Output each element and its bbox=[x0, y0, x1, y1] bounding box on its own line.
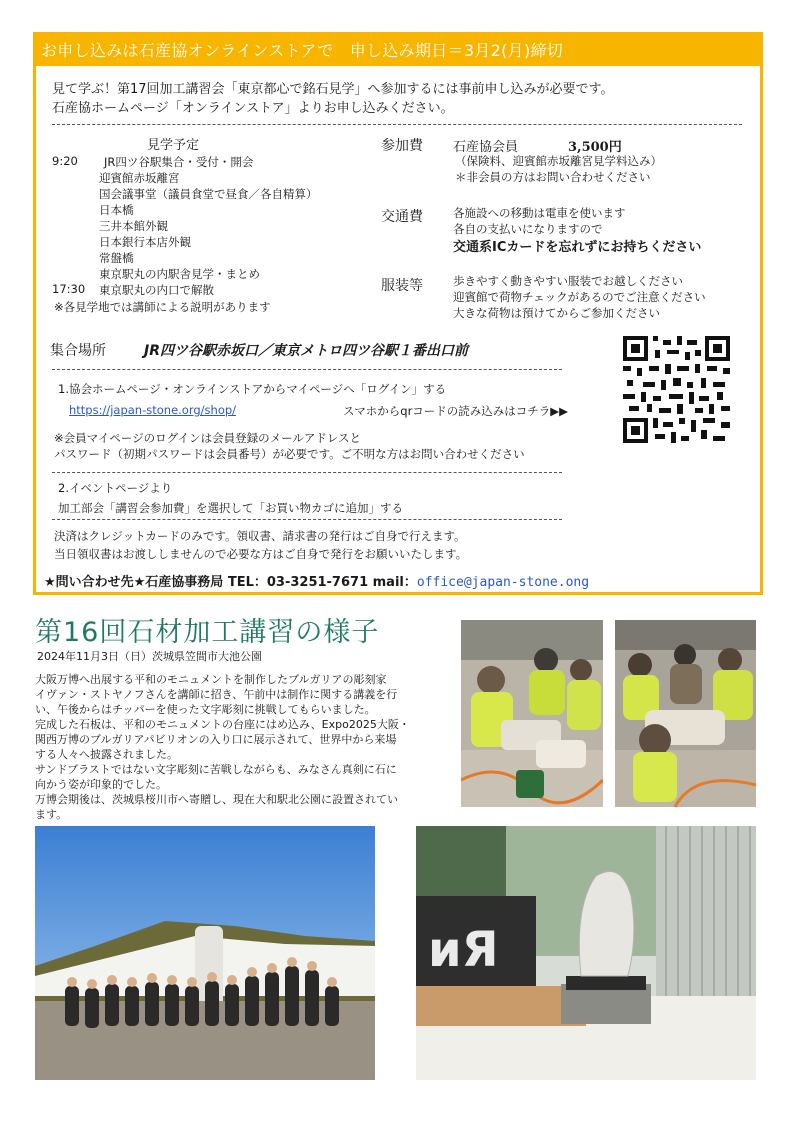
banner-text: お申し込みは石産協オンラインストアで 申し込み期日＝3月2(月)締切 bbox=[41, 41, 564, 60]
contact-label: ★問い合わせ先★石産協事務局 TEL：03-3251-7671 mail： bbox=[44, 575, 417, 590]
schedule-item: JR四ツ谷駅集合・受付・開会 bbox=[104, 155, 254, 169]
payment-line: 当日領収書はお渡ししませんので必要な方はご自身で発行をお願いいたします。 bbox=[54, 547, 468, 561]
report-line: 万博会期後は、茨城県桜川市へ寄贈し、現在大和駅北公園に設置されてい bbox=[35, 793, 398, 806]
report-line: 関西万博のブルガリアパビリオンの入り口に展示されて、世界中から来場 bbox=[35, 733, 397, 746]
qr-code-icon[interactable] bbox=[623, 336, 730, 443]
schedule-item: 国会議事堂（議員食堂で昼食／各自精算） bbox=[99, 187, 318, 201]
monument-photo bbox=[416, 826, 756, 1080]
step1-text: 1.協会ホームページ・オンラインストアからマイページへ「ログイン」する bbox=[58, 382, 447, 396]
divider bbox=[52, 369, 562, 370]
dress-label: 服装等 bbox=[381, 278, 423, 294]
login-note: ※会員マイページのログインは会員登録のメールアドレスと bbox=[54, 431, 362, 445]
step2-detail: 加工部会「講習会参加費」を選択して「お買い物カゴに追加」する bbox=[58, 501, 403, 515]
divider bbox=[52, 519, 562, 520]
deadline-banner bbox=[33, 32, 763, 66]
transport-line: 各自の支払いになりますので bbox=[453, 222, 603, 236]
transport-label: 交通費 bbox=[381, 209, 423, 225]
fee-member-label: 石産協会員 bbox=[453, 140, 519, 155]
intro-line-1: 見て学ぶ！第17回加工講習会「東京都心で銘石見学」へ参加するには事前申し込みが必要です。 bbox=[52, 82, 614, 97]
report-title: 第16回石材加工講習の様子 bbox=[35, 617, 380, 648]
report-line: 大阪万博へ出展する平和のモニュメントを制作したブルガリアの彫刻家 bbox=[35, 673, 387, 686]
fee-amount: 3,500円 bbox=[568, 140, 622, 155]
schedule-heading: 見学予定 bbox=[147, 138, 200, 153]
report-line: 完成した石板は、平和のモニュメントの台座にはめ込み、Expo2025大阪・ bbox=[35, 718, 410, 731]
report-line: ます。 bbox=[35, 808, 68, 821]
payment-line: 決済はクレジットカードのみです。領収書、請求書の発行はご自身で行えます。 bbox=[54, 529, 466, 543]
schedule-time: 17:30 bbox=[52, 282, 86, 296]
report-line: い、午後からはチッパーを使った文字彫刻に挑戦してもらいました。 bbox=[35, 703, 376, 716]
schedule-note: ※各見学地では講師による説明があります bbox=[54, 300, 271, 314]
intro-line-2: 石産協ホームページ「オンラインストア」よりお申し込みください。 bbox=[52, 101, 454, 116]
report-line: する人々へ披露されました。 bbox=[35, 748, 178, 761]
report-line: サンドブラストではない文字彫刻に苦戦しながらも、みなさん真剣に石に bbox=[35, 763, 397, 776]
fee-detail: （保険料、迎賓館赤坂離宮見学料込み） bbox=[455, 154, 662, 168]
report-line: イヴァン・ストヤノフさんを講師に招き、午前中は制作に関する講義を行 bbox=[35, 688, 398, 701]
transport-ic-card: 交通系ICカードを忘れずにお持ちください bbox=[453, 240, 702, 255]
login-note: パスワード（初期パスワードは会員番号）が必要です。ご不明な方はお問い合わせください bbox=[54, 447, 525, 461]
meeting-label: 集合場所 bbox=[50, 343, 106, 359]
divider bbox=[52, 472, 562, 473]
divider bbox=[52, 124, 742, 125]
schedule-item: 日本銀行本店外観 bbox=[99, 235, 191, 249]
qr-hint: スマホからqrコードの読み込みはコチラ▶▶ bbox=[343, 404, 568, 418]
step2-text: 2.イベントページより bbox=[58, 481, 173, 495]
transport-line: 各施設への移動は電車を使います bbox=[453, 206, 626, 220]
svg-text:ᴎЯ: ᴎЯ bbox=[428, 922, 499, 978]
schedule-item: 日本橋 bbox=[99, 203, 134, 217]
schedule-item: 東京駅丸の内口で解散 bbox=[99, 283, 214, 297]
report-line: 向かう姿が印象的でした。 bbox=[35, 778, 167, 791]
schedule-item: 迎賓館赤坂離宮 bbox=[99, 171, 180, 185]
dress-line: 迎賓館で荷物チェックがあるのでご注意ください bbox=[453, 290, 706, 304]
schedule-item: 三井本館外観 bbox=[99, 219, 168, 233]
contact-email[interactable]: office@japan-stone.ong bbox=[416, 575, 590, 590]
schedule-time: 9:20 bbox=[52, 154, 78, 168]
shop-url-link[interactable]: https://japan-stone.org/shop/ bbox=[69, 403, 237, 417]
contact-info bbox=[44, 571, 589, 590]
fee-label: 参加費 bbox=[381, 138, 423, 154]
dress-line: 大きな荷物は預けてからご参加ください bbox=[453, 306, 660, 320]
schedule-item: 東京駅丸の内駅舎見学・まとめ bbox=[99, 267, 260, 281]
fee-nonmember: ＊非会員の方はお問い合わせください bbox=[455, 170, 651, 184]
group-photo bbox=[35, 826, 375, 1080]
schedule-item: 常盤橋 bbox=[99, 251, 134, 265]
workshop-photo-2 bbox=[615, 620, 756, 807]
report-date: 2024年11月3日（日）茨城県笠間市大池公園 bbox=[37, 650, 262, 663]
workshop-photo-1 bbox=[461, 620, 603, 807]
dress-line: 歩きやすく動きやすい服装でお越しください bbox=[453, 274, 683, 288]
meeting-place: JR四ツ谷駅赤坂口／東京メトロ四ツ谷駅１番出口前 bbox=[144, 343, 468, 359]
